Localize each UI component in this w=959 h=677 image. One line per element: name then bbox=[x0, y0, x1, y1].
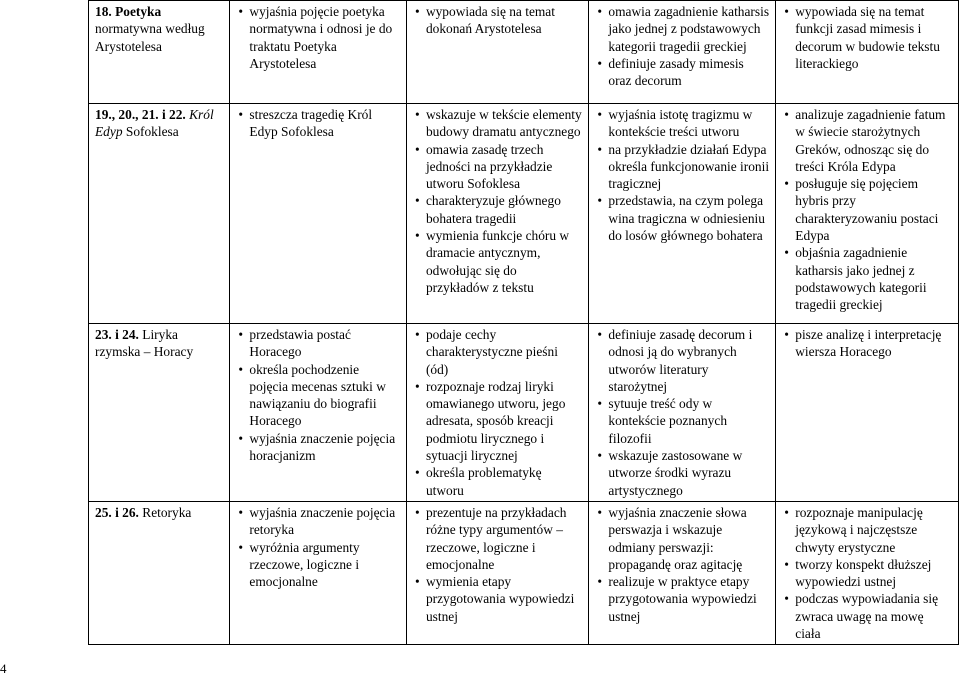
topic-title: Sofoklesa bbox=[125, 124, 179, 140]
requirement-item: • analizuje zagadnienie fatum w świecie starożytnych Greków, odnosząc się do treści Króla Edypa bbox=[795, 106, 952, 175]
basic-requirements-cell bbox=[230, 501, 407, 644]
requirement-item: • wyjaśnia pojęcie poetyka normatywna i odnosi je do traktatu Poetyka Arystotelesa bbox=[249, 3, 400, 72]
topic-number: 18. Poetyka bbox=[95, 4, 162, 19]
basic-requirements-cell bbox=[230, 104, 407, 324]
requirement-item: • określa problematykę utworu bbox=[426, 464, 582, 499]
requirements-list bbox=[782, 326, 952, 361]
requirement-item: • wyjaśnia znaczenie słowa perswazja i wskazuje odmiany perswazji: propagandę oraz agitację bbox=[608, 504, 769, 573]
sufficient-requirements-cell bbox=[406, 104, 588, 324]
requirement-item: • przedstawia, na czym polega wina tragiczna w odniesieniu do losów głównego bohatera bbox=[608, 192, 769, 244]
requirements-list bbox=[413, 106, 582, 296]
requirement-item: • rozpoznaje manipulację językową i najczęstsze chwyty erystyczne bbox=[795, 504, 952, 556]
requirements-list bbox=[595, 326, 769, 499]
sufficient-requirements-cell bbox=[406, 501, 588, 644]
basic-requirements-cell bbox=[230, 1, 407, 104]
table-row bbox=[89, 1, 959, 104]
very-good-requirements-cell bbox=[776, 104, 959, 324]
topic-cell bbox=[89, 104, 230, 324]
topic-cell bbox=[89, 1, 230, 104]
topic-cell bbox=[89, 324, 230, 502]
requirement-item: • realizuje w praktyce etapy przygotowania wypowiedzi ustnej bbox=[608, 573, 769, 625]
good-requirements-cell bbox=[589, 1, 776, 104]
requirements-list bbox=[236, 326, 400, 464]
requirements-list bbox=[413, 504, 582, 625]
requirement-item: • przedstawia postać Horacego bbox=[249, 326, 400, 361]
requirements-list bbox=[782, 504, 952, 642]
requirement-item: • objaśnia zagadnienie katharsis jako jednej z podstawowych kategorii tragedii greckiej bbox=[795, 244, 952, 313]
requirements-list bbox=[782, 106, 952, 314]
table-row bbox=[89, 501, 959, 644]
requirement-item: • wyjaśnia istotę tragizmu w kontekście treści utworu bbox=[608, 106, 769, 141]
requirement-item: • wyjaśnia znaczenie pojęcia retoryka bbox=[249, 504, 400, 539]
requirement-item: • wypowiada się na temat funkcji zasad mimesis i decorum w budowie tekstu literackiego bbox=[795, 3, 952, 72]
requirement-item: • wymienia funkcje chóru w dramacie antycznym, odwołując się do przykładów z tekstu bbox=[426, 227, 582, 296]
requirement-item: • definiuje zasadę decorum i odnosi ją do wybranych utworów literatury starożytnej bbox=[608, 326, 769, 395]
topic-number: 25. i 26. bbox=[95, 504, 139, 520]
requirements-list bbox=[595, 3, 769, 89]
requirement-item: • prezentuje na przykładach różne typy argumentów – rzeczowe, logiczne i emocjonalne bbox=[426, 504, 582, 573]
topic-title: Retoryka bbox=[142, 504, 192, 520]
requirement-item: • posługuje się pojęciem hybris przy charakteryzowaniu postaci Edypa bbox=[795, 175, 952, 244]
requirement-item: • wskazuje w tekście elementy budowy dramatu antycznego bbox=[426, 106, 582, 141]
topic-number: 19., 20., 21. i 22. bbox=[95, 107, 186, 122]
topic-number: 23. i 24. bbox=[95, 327, 139, 342]
requirement-item: • wskazuje zastosowane w utworze środki wyrazu artystycznego bbox=[608, 447, 769, 499]
requirement-item: • określa pochodzenie pojęcia mecenas sztuki w nawiązaniu do biografii Horacego bbox=[249, 361, 400, 430]
very-good-requirements-cell bbox=[776, 501, 959, 644]
requirements-list bbox=[595, 106, 769, 244]
good-requirements-cell bbox=[589, 501, 776, 644]
requirement-item: • podaje cechy charakterystyczne pieśni (ód) bbox=[426, 326, 582, 378]
topic-work-title: Król Edyp bbox=[95, 107, 214, 140]
requirement-item: • wymienia etapy przygotowania wypowiedzi ustnej bbox=[426, 573, 582, 625]
requirement-item: • tworzy konspekt dłuższej wypowiedzi ustnej bbox=[795, 556, 952, 591]
topic-title: normatywna według Arystotelesa bbox=[95, 21, 205, 54]
requirements-list bbox=[413, 3, 582, 38]
requirement-item: • charakteryzuje głównego bohatera tragedii bbox=[426, 192, 582, 227]
requirements-list bbox=[236, 3, 400, 72]
requirement-item: • omawia zagadnienie katharsis jako jednej z podstawowych kategorii tragedii greckiej bbox=[608, 3, 769, 55]
requirement-item: • podczas wypowiadania się zwraca uwagę na mowę ciała bbox=[795, 590, 952, 642]
requirement-item: • sytuuje treść ody w kontekście poznanych filozofii bbox=[608, 395, 769, 447]
requirements-list bbox=[413, 326, 582, 499]
sufficient-requirements-cell bbox=[406, 324, 588, 502]
requirement-item: • definiuje zasady mimesis oraz decorum bbox=[608, 55, 769, 90]
very-good-requirements-cell bbox=[776, 324, 959, 502]
requirement-item: • omawia zasadę trzech jedności na przykładzie utworu Sofoklesa bbox=[426, 141, 582, 193]
requirements-list bbox=[236, 504, 400, 590]
requirement-item: • wypowiada się na temat dokonań Arystotelesa bbox=[426, 3, 582, 38]
requirement-item: • streszcza tragedię Król Edyp Sofoklesa bbox=[249, 106, 400, 141]
requirements-table bbox=[88, 0, 959, 645]
basic-requirements-cell bbox=[230, 324, 407, 502]
topic-cell bbox=[89, 501, 230, 644]
requirements-list bbox=[782, 3, 952, 72]
good-requirements-cell bbox=[589, 324, 776, 502]
table-row bbox=[89, 324, 959, 502]
requirement-item: • wyjaśnia znaczenie pojęcia horacjanizm bbox=[249, 430, 400, 465]
topic-title: Liryka rzymska – Horacy bbox=[95, 327, 194, 360]
requirements-list bbox=[236, 106, 400, 141]
good-requirements-cell bbox=[589, 104, 776, 324]
requirement-item: • na przykładzie działań Edypa określa funkcjonowanie ironii tragicznej bbox=[608, 141, 769, 193]
very-good-requirements-cell bbox=[776, 1, 959, 104]
requirements-list bbox=[595, 504, 769, 625]
requirement-item: • wyróżnia argumenty rzeczowe, logiczne i emocjonalne bbox=[249, 539, 400, 591]
sufficient-requirements-cell bbox=[406, 1, 588, 104]
requirement-item: • pisze analizę i interpretację wiersza Horacego bbox=[795, 326, 952, 361]
requirement-item: • rozpoznaje rodzaj liryki omawianego utworu, jego adresata, sposób kreacji podmiotu lirycznego i sytuacji lirycznej bbox=[426, 378, 582, 464]
table-row bbox=[89, 104, 959, 324]
page-number: 4 bbox=[0, 661, 7, 676]
